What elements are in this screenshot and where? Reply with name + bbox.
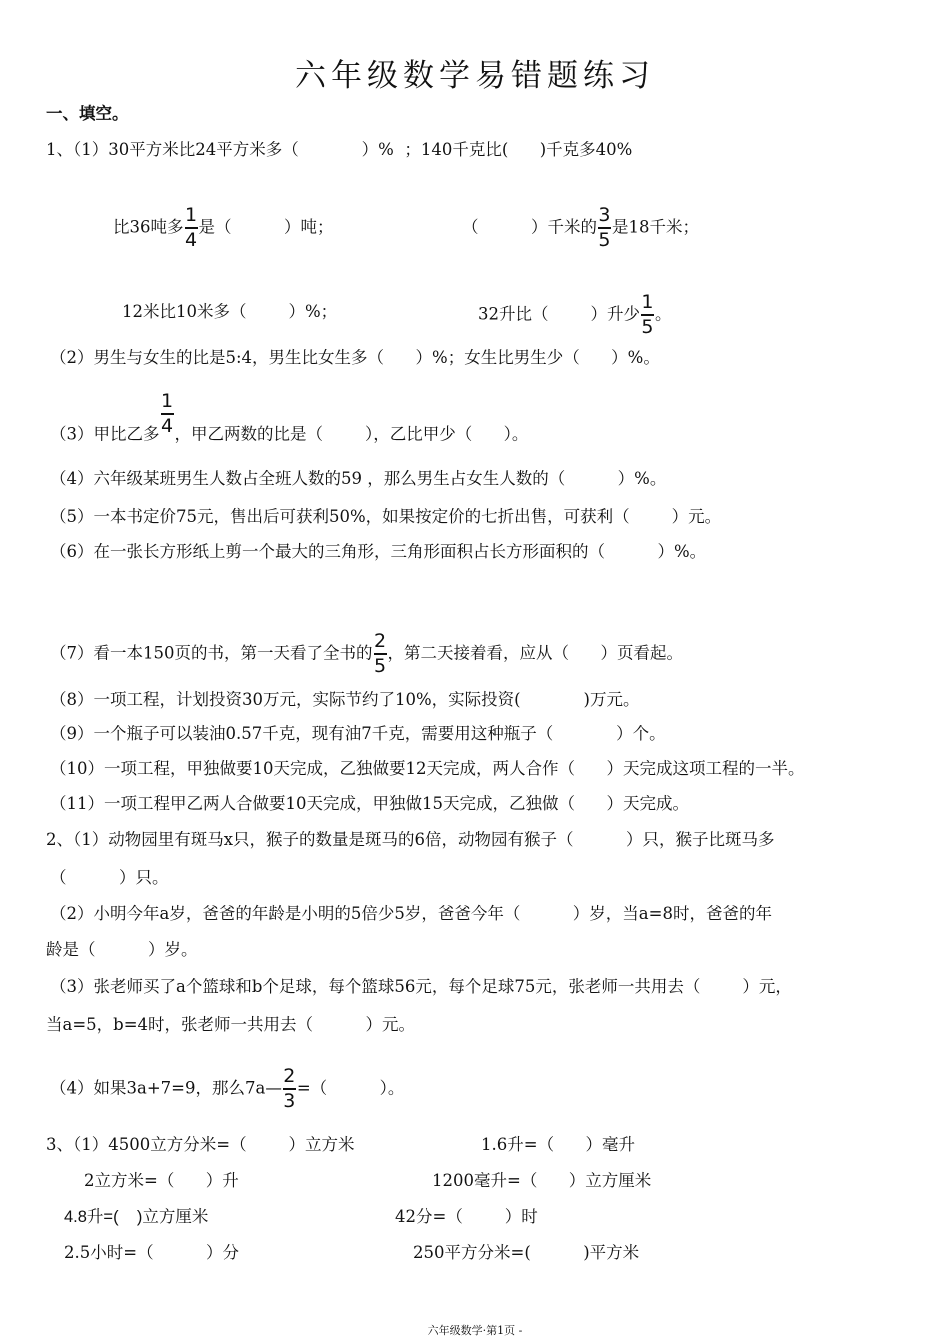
fraction-numerator: 3 [598, 204, 611, 226]
question-text: （1）4500立方分米=（ ）立方米 [73, 1135, 355, 1154]
question-1-line-2b [462, 205, 699, 251]
question-text: （3）甲比乙多 [50, 424, 160, 444]
fraction-denominator: 5 [641, 316, 654, 338]
question-text: 。 [654, 304, 672, 324]
question-text: ，甲乙两数的比是（ ），乙比甲少（ ）。 [174, 424, 529, 444]
fraction-numerator: 2 [373, 630, 387, 652]
question-2-part-3-cont: 当a=5，b=4时，张老师一共用去（ ）元。 [46, 1015, 415, 1034]
question-3-row-3-right: 42分=（ ）时 [395, 1207, 538, 1226]
section-heading-fill-in: 一、填空。 [46, 104, 129, 123]
question-1-part-3 [50, 390, 529, 458]
question-3-row-4-right: 250平方分米=( )平方米 [413, 1243, 640, 1262]
question-2-part-3: （3）张老师买了a个篮球和b个足球，每个篮球56元，每个足球75元，张老师一共用去（ ）元， [50, 977, 792, 996]
question-2-part-1-cont: （ ）只。 [50, 868, 169, 887]
question-number: 3、 [46, 1135, 73, 1154]
question-number: 2、 [46, 830, 73, 849]
question-text: 是18千米； [611, 217, 699, 237]
question-1-part-11: （11）一项工程甲乙两人合做要10天完成，甲独做15天完成，乙独做（ ）天完成。 [50, 794, 689, 813]
question-3-row-2-right: 1200毫升=（ ）立方厘米 [432, 1171, 652, 1190]
question-text: 是（ ）吨； [198, 217, 334, 237]
question-1-part-6: （6）在一张长方形纸上剪一个最大的三角形，三角形面积占长方形面积的（ ）%。 [50, 542, 707, 561]
question-2-part-1 [46, 830, 775, 850]
page-title: 六年级数学易错题练习 [295, 58, 655, 94]
fraction [283, 1066, 296, 1112]
question-1-part-2: （2）男生与女生的比是5:4，男生比女生多（ ）%；女生比男生少（ ）%。 [50, 348, 660, 367]
question-text: 32升比（ ）升少 [478, 304, 640, 324]
fraction-denominator: 3 [283, 1090, 296, 1112]
page-footer: 六年级数学·第1页 - [427, 1324, 523, 1337]
fraction-denominator: 4 [184, 229, 198, 251]
fraction-numerator: 1 [160, 390, 174, 412]
question-1-part-9: （9）一个瓶子可以装油0.57千克，现有油7千克，需要用这种瓶子（ ）个。 [50, 724, 666, 743]
fraction [598, 205, 611, 251]
question-3-row-3-left: 4.8升=( )立方厘米 [64, 1208, 209, 1226]
question-2-part-4 [50, 1066, 404, 1112]
question-text: （7）看一本150页的书，第一天看了全书的 [50, 643, 373, 663]
question-1-line-1 [46, 140, 632, 160]
fraction [185, 205, 198, 251]
question-text: （1）30平方米比24平方米多（ ）% ；140千克比( )千克多40% [73, 140, 633, 159]
question-1-part-5: （5）一本书定价75元，售出后可获利50%，如果按定价的七折出售，可获利（ ）元。 [50, 507, 722, 526]
question-text: （ ）千米的 [462, 217, 597, 237]
fraction-denominator: 4 [160, 415, 174, 437]
question-3-row-1-left [46, 1135, 355, 1155]
fraction [161, 391, 174, 437]
fraction-numerator: 2 [283, 1065, 296, 1087]
question-number: 1、 [46, 140, 73, 159]
question-text: ，第二天接着看，应从（ ）页看起。 [387, 643, 683, 663]
question-3-row-2-left: 2立方米=（ ）升 [84, 1171, 239, 1190]
question-3-row-1-right: 1.6升=（ ）毫升 [481, 1135, 636, 1154]
question-text: （1）动物园里有斑马x只，猴子的数量是斑马的6倍，动物园有猴子（ ）只，猴子比斑马多 [73, 830, 775, 849]
fraction-denominator: 5 [373, 655, 387, 677]
question-1-line-3a: 12米比10米多（ ）%； [122, 302, 338, 321]
question-3-row-4-left: 2.5小时=（ ）分 [64, 1243, 240, 1262]
fraction-numerator: 1 [184, 204, 198, 226]
question-text: 比36吨多 [113, 217, 184, 237]
question-2-part-2: （2）小明今年a岁，爸爸的年龄是小明的5倍少5岁，爸爸今年（ ）岁，当a=8时，爸爸的年 [50, 904, 772, 923]
fraction-numerator: 1 [641, 291, 654, 313]
fraction-denominator: 5 [598, 229, 611, 251]
question-1-line-3b [478, 292, 671, 338]
question-2-part-2-cont: 龄是（ ）岁。 [46, 940, 198, 959]
question-1-part-4: （4）六年级某班男生人数占全班人数的59 ，那么男生占女生人数的（ ）%。 [50, 469, 667, 488]
question-1-line-2a [113, 205, 333, 251]
question-text: =（ ）。 [296, 1078, 405, 1098]
question-1-part-7 [50, 631, 683, 677]
question-1-part-8: （8）一项工程，计划投资30万元，实际节约了10%，实际投资( )万元。 [50, 690, 640, 709]
question-text: （4）如果3a+7=9，那么7a— [50, 1078, 282, 1098]
fraction [641, 292, 654, 338]
question-1-part-10: （10）一项工程，甲独做要10天完成，乙独做要12天完成，两人合作（ ）天完成这项工程的一半。 [50, 759, 805, 778]
fraction [374, 631, 387, 677]
